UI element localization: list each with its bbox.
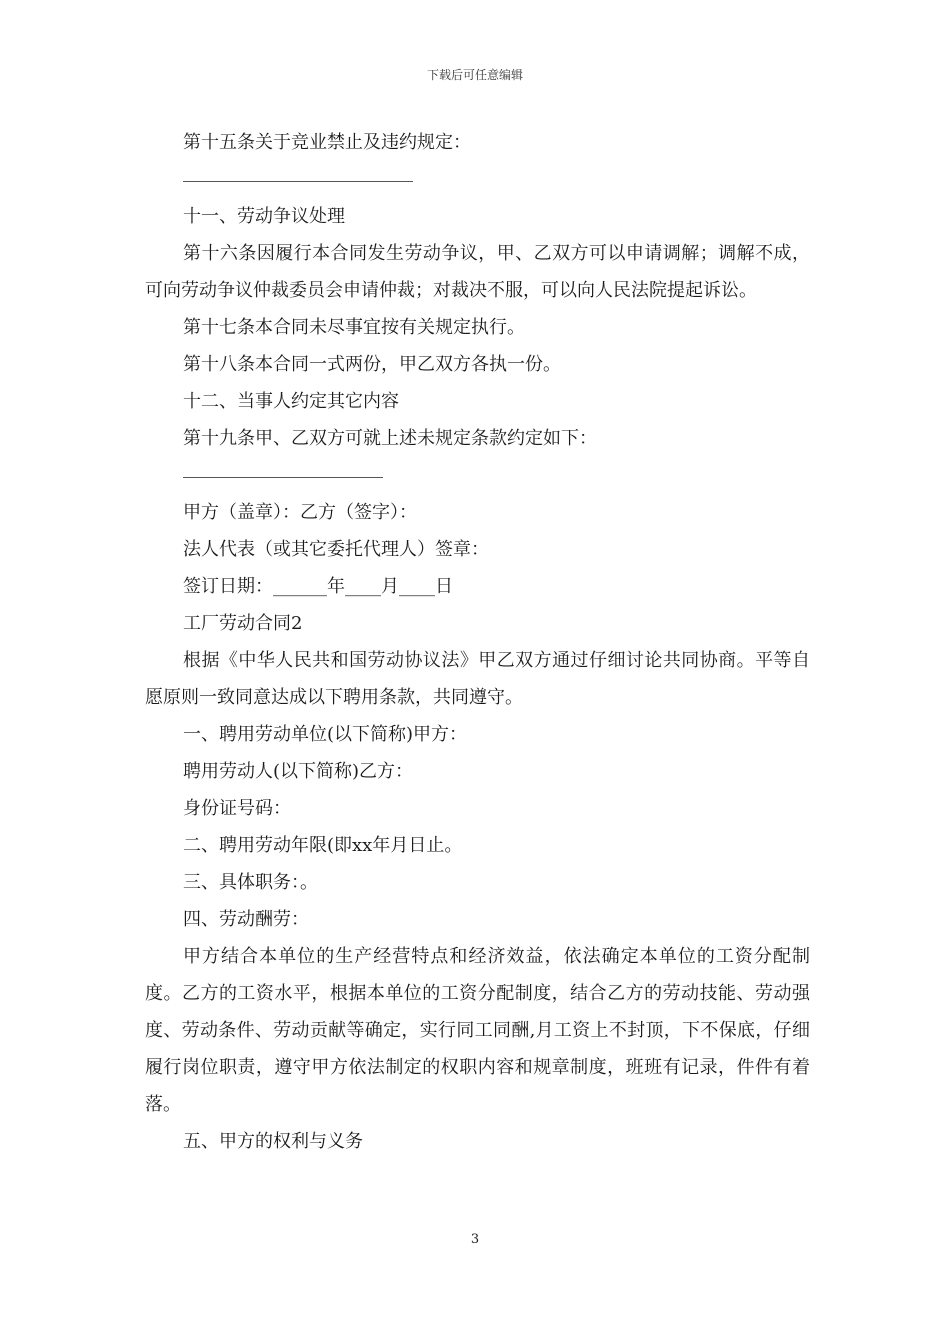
position-clause: 三、具体职务：。	[183, 872, 318, 893]
page-header: 下载后可任意编辑	[426, 68, 523, 82]
paragraph-article-18: 第十八条本合同一式两份，甲乙双方各执一份。	[183, 354, 561, 375]
contract-2-title: 工厂劳动合同2	[183, 613, 303, 634]
legal-representative: 法人代表（或其它委托代理人）签章：	[183, 539, 489, 560]
id-number-clause: 身份证号码：	[183, 798, 291, 819]
contract-2-preamble: 根据《中华人民共和国劳动协议法》甲乙双方通过仔细讨论共同协商。平等自愿原则一致同意达成以下聘用条款，共同遵守。	[145, 650, 810, 708]
section-12-heading: 十二、当事人约定其它内容	[183, 391, 399, 412]
document-body	[145, 124, 810, 1160]
signature-parties: 甲方（盖章）：乙方（签字）：	[183, 502, 417, 523]
section-11-heading: 十一、劳动争议处理	[183, 206, 345, 227]
paragraph-article-19: 第十九条甲、乙双方可就上述未规定条款约定如下：	[183, 428, 597, 449]
paragraph-article-17: 第十七条本合同未尽事宜按有关规定执行。	[183, 317, 525, 338]
employee-clause: 聘用劳动人(以下简称)乙方：	[183, 761, 414, 782]
remuneration-paragraph: 甲方结合本单位的生产经营特点和经济效益，依法确定本单位的工资分配制度。乙方的工资水平，根据本单位的工资分配制度，结合乙方的劳动技能、劳动强度、劳动条件、劳动贡献等确定，实行同工同酬,月工资上不封顶，下不保底，仔细履行岗位职责，遵守甲方依法制定的权职内容和规章制度，班班有记录，件件有着落。	[145, 946, 810, 1115]
signing-date: 签订日期：______年____月____日	[183, 576, 453, 597]
employer-clause: 一、聘用劳动单位(以下简称)甲方：	[183, 724, 468, 745]
remuneration-heading: 四、劳动酬劳：	[183, 909, 309, 930]
employer-rights-heading: 五、甲方的权利与义务	[183, 1131, 363, 1152]
page-number: 3	[470, 1232, 480, 1247]
term-clause: 二、聘用劳动年限(即xx年月日止。	[183, 835, 463, 856]
paragraph-article-15: 第十五条关于竞业禁止及违约规定：	[183, 132, 471, 153]
paragraph-article-16: 第十六条因履行本合同发生劳动争议，甲、乙双方可以申请调解；调解不成，可向劳动争议仲裁委员会申请仲裁；对裁决不服，可以向人民法院提起诉讼。	[145, 243, 810, 301]
